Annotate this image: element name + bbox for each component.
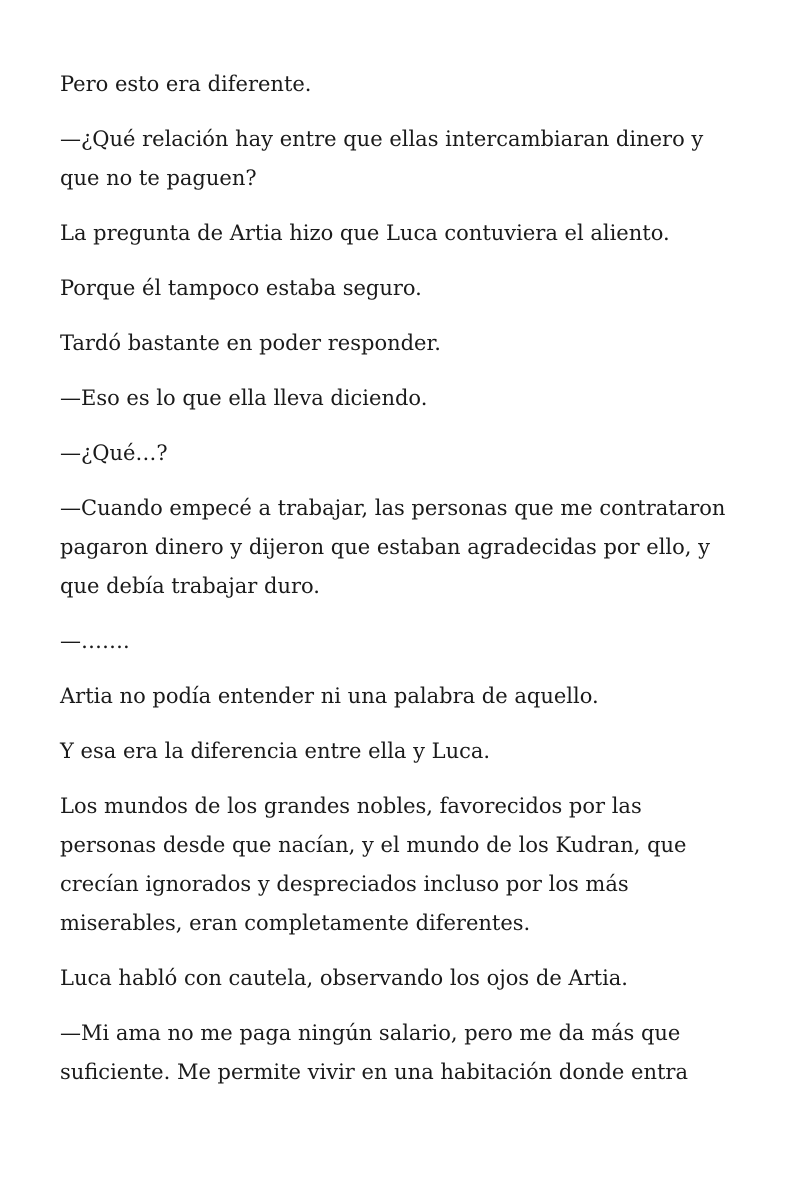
paragraph: Pero esto era diferente. xyxy=(60,72,312,96)
paragraph: Y esa era la diferencia entre ella y Luca. xyxy=(60,739,491,763)
paragraph: Porque él tampoco estaba seguro. xyxy=(60,276,422,300)
paragraph: Tardó bastante en poder responder. xyxy=(60,331,441,355)
paragraph: —¿Qué relación hay entre que ellas intercambiaran dinero y que no te paguen? xyxy=(60,127,710,190)
paragraph: —Eso es lo que ella lleva diciendo. xyxy=(60,386,428,410)
paragraph: —Mi ama no me paga ningún salario, pero me da más que suficiente. Me permite vivir en una habitación donde entra xyxy=(60,1021,688,1084)
paragraph: Artia no podía entender ni una palabra de aquello. xyxy=(60,684,599,708)
paragraph: —¿Qué…? xyxy=(60,441,168,465)
paragraph: —Cuando empecé a trabajar, las personas que me contrataron pagaron dinero y dijeron que estaban agradecidas por ello, y que debía trabajar duro. xyxy=(60,496,733,598)
paragraph: —……. xyxy=(60,629,130,653)
paragraph: La pregunta de Artia hizo que Luca contuviera el aliento. xyxy=(60,221,670,245)
paragraph: Luca habló con cautela, observando los ojos de Artia. xyxy=(60,966,628,990)
paragraph: Los mundos de los grandes nobles, favorecidos por las personas desde que nacían, y el mundo de los Kudran, que crecían ignorados y despreciados incluso por los más miserables, eran completamente diferentes. xyxy=(60,794,694,935)
